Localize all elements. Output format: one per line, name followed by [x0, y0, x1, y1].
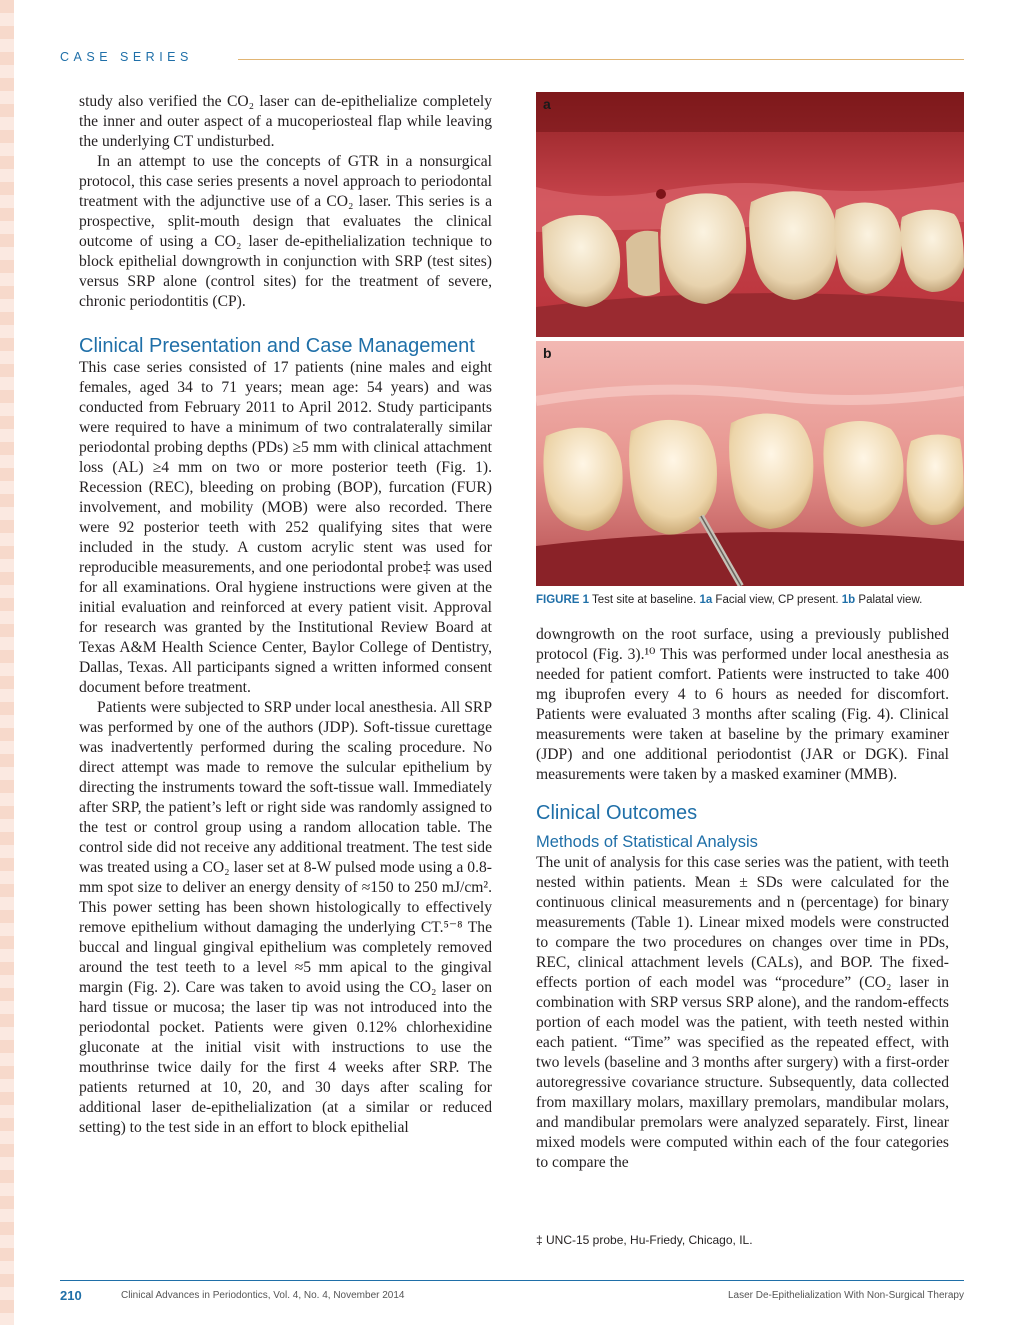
caption-ref-1b: 1b — [841, 594, 856, 606]
footnote: ‡ UNC-15 probe, Hu-Friedy, Chicago, IL. — [536, 1233, 753, 1247]
paragraph: In an attempt to use the concepts of GTR in a nonsurgical protocol, this case series presents a novel approach to periodontal treatment with the adjunctive use of a CO₂ laser. This series is a prospective, split-mouth design that evaluates the clinical outcome of using a CO₂ laser de-epithelialization technique to block epithelial downgrowth in conjunction with SRP (test sites) versus SRP alone (control sites) for the treatment of severe, chronic periodontitis (CP). — [79, 153, 492, 310]
photo-facial-view — [536, 92, 964, 337]
subsection-heading: Methods of Statistical Analysis — [536, 833, 758, 851]
figure-caption — [536, 594, 964, 606]
caption-text: Facial view, CP present. — [712, 594, 842, 606]
journal-citation: Clinical Advances in Periodontics, Vol. 4, No. 4, November 2014 — [121, 1290, 405, 1301]
paragraph: Patients were subjected to SRP under local anesthesia. All SRP was performed by one of the authors (JDP). Soft-tissue curettage was inadvertently performed during the scaling procedure. No direct attempt was made to remove the sulcular epithelium by directing the instruments toward the soft-tissue wall. Immediately after SRP, the patient’s left or right side was randomly assigned to the test or control group using a random allocation table. The control side did not receive any additional treatment. The test side was treated using a CO₂ laser set at 8-W pulsed mode using a 0.8-mm spot size to deliver an energy density of ≈150 to 250 mJ/cm². This power setting has been shown histologically to effectively remove epithelium without damaging the underlying CT.⁵⁻⁸ The buccal and lingual gingival epithelium was completely removed around the test teeth to a level ≈5 mm apical to the gingival margin (Fig. 2). Care was taken to avoid using the CO₂ laser on hard tissue or mucosa; the laser tip was not introduced into the periodontal pocket. Patients were given 0.12% chlorhexidine gluconate at the initial visit with instructions to use the mouthrinse twice daily for the first 4 weeks after SRP. The patients returned at 10, 20, and 30 days after scaling for additional laser de-epithelialization (at a similar or reduced setting) to the test side in an effort to block epithelial — [79, 699, 492, 1136]
decorative-side-strip — [0, 0, 14, 1325]
caption-ref-1a: 1a — [699, 594, 713, 606]
section-heading: Clinical Presentation and Case Management — [79, 335, 475, 357]
panel-label-b: b — [543, 345, 552, 361]
paragraph: downgrowth on the root surface, using a previously published protocol (Fig. 3).¹⁰ This was performed under local anesthesia as needed for patient comfort. Patients were instructed to take 400 mg ibuprofen every 4 to 6 hours as needed for discomfort. Patients were evaluated 3 months after scaling (Fig. 4). Clinical measurements were taken at baseline by the primary examiner (JDP) and one additional periodontist (JAR or DGK). Final measurements were taken by a masked examiner (MMB). — [536, 626, 949, 783]
paragraph: This case series consisted of 17 patients (nine males and eight females, aged 34 to 71 years; mean age: 54 years) and was conducted from February 2011 to April 2012. Study participants were required to have a minimum of two contralaterally similar periodontal probing depths (PDs) ≥5 mm with clinical attachment loss (AL) ≥4 mm on two or more posterior teeth (Fig. 1). Recession (REC), bleeding on probing (BOP), furcation (FUR) involvement, and mobility (MOB) were also recorded. There were 92 posterior teeth with 252 qualifying sites that were included in the study. A custom acrylic stent was used for reproducible measurements, and one periodontal probe‡ was used for all examinations. Oral hygiene instructions were given at the initial evaluation and reinforced at every patient visit. Approval for research was granted by the Institutional Review Board at Texas A&M Health Science Center, Baylor College of Dentistry, Dallas, Texas. All participants signed a written informed consent document before treatment. — [79, 359, 492, 696]
photo-palatal-view — [536, 341, 964, 586]
caption-text: Test site at baseline. — [589, 594, 700, 606]
caption-text: Palatal view. — [855, 594, 923, 606]
right-column — [536, 625, 949, 1173]
paragraph: The unit of analysis for this case series was the patient, with teeth nested within patients. Mean ± SDs were calculated for the continuous clinical measurements and n (percentage) for binary measurements (Table 1). Linear mixed models were constructed to compare the two procedures on changes over time in PDs, REC, clinical attachment levels (CALs), and BOP. The fixed-effects portion of each model was “procedure” (CO₂ laser in combination with SRP versus SRP alone), and the random-effects portion of each model was the patient, with teeth nested within each patient. “Time” was specified as the repeated effect, with two levels (baseline and 3 months after surgery) with a first-order autoregressive covariance structure. Subsequently, data collected from maxillary molars, maxillary premolars, mandibular molars, and mandibular premolars were analyzed separately. First, linear mixed models were computed within each of the four categories to compare the — [536, 854, 949, 1171]
page-number: 210 — [60, 1288, 82, 1303]
section-heading: Clinical Outcomes — [536, 802, 698, 824]
footer-rule — [60, 1280, 964, 1281]
caption-label: FIGURE 1 — [536, 594, 590, 606]
header-rule — [238, 59, 964, 60]
section-label: CASE SERIES — [60, 50, 193, 64]
running-title: Laser De-Epithelialization With Non-Surgical Therapy — [727, 1290, 964, 1301]
panel-label-a: a — [543, 96, 551, 112]
figure-1 — [536, 92, 964, 586]
left-column — [79, 92, 492, 1138]
paragraph: study also verified the CO₂ laser can de-epithelialize completely the inner and outer aspect of a mucoperiosteal flap while leaving the underlying CT undisturbed. — [79, 93, 492, 150]
